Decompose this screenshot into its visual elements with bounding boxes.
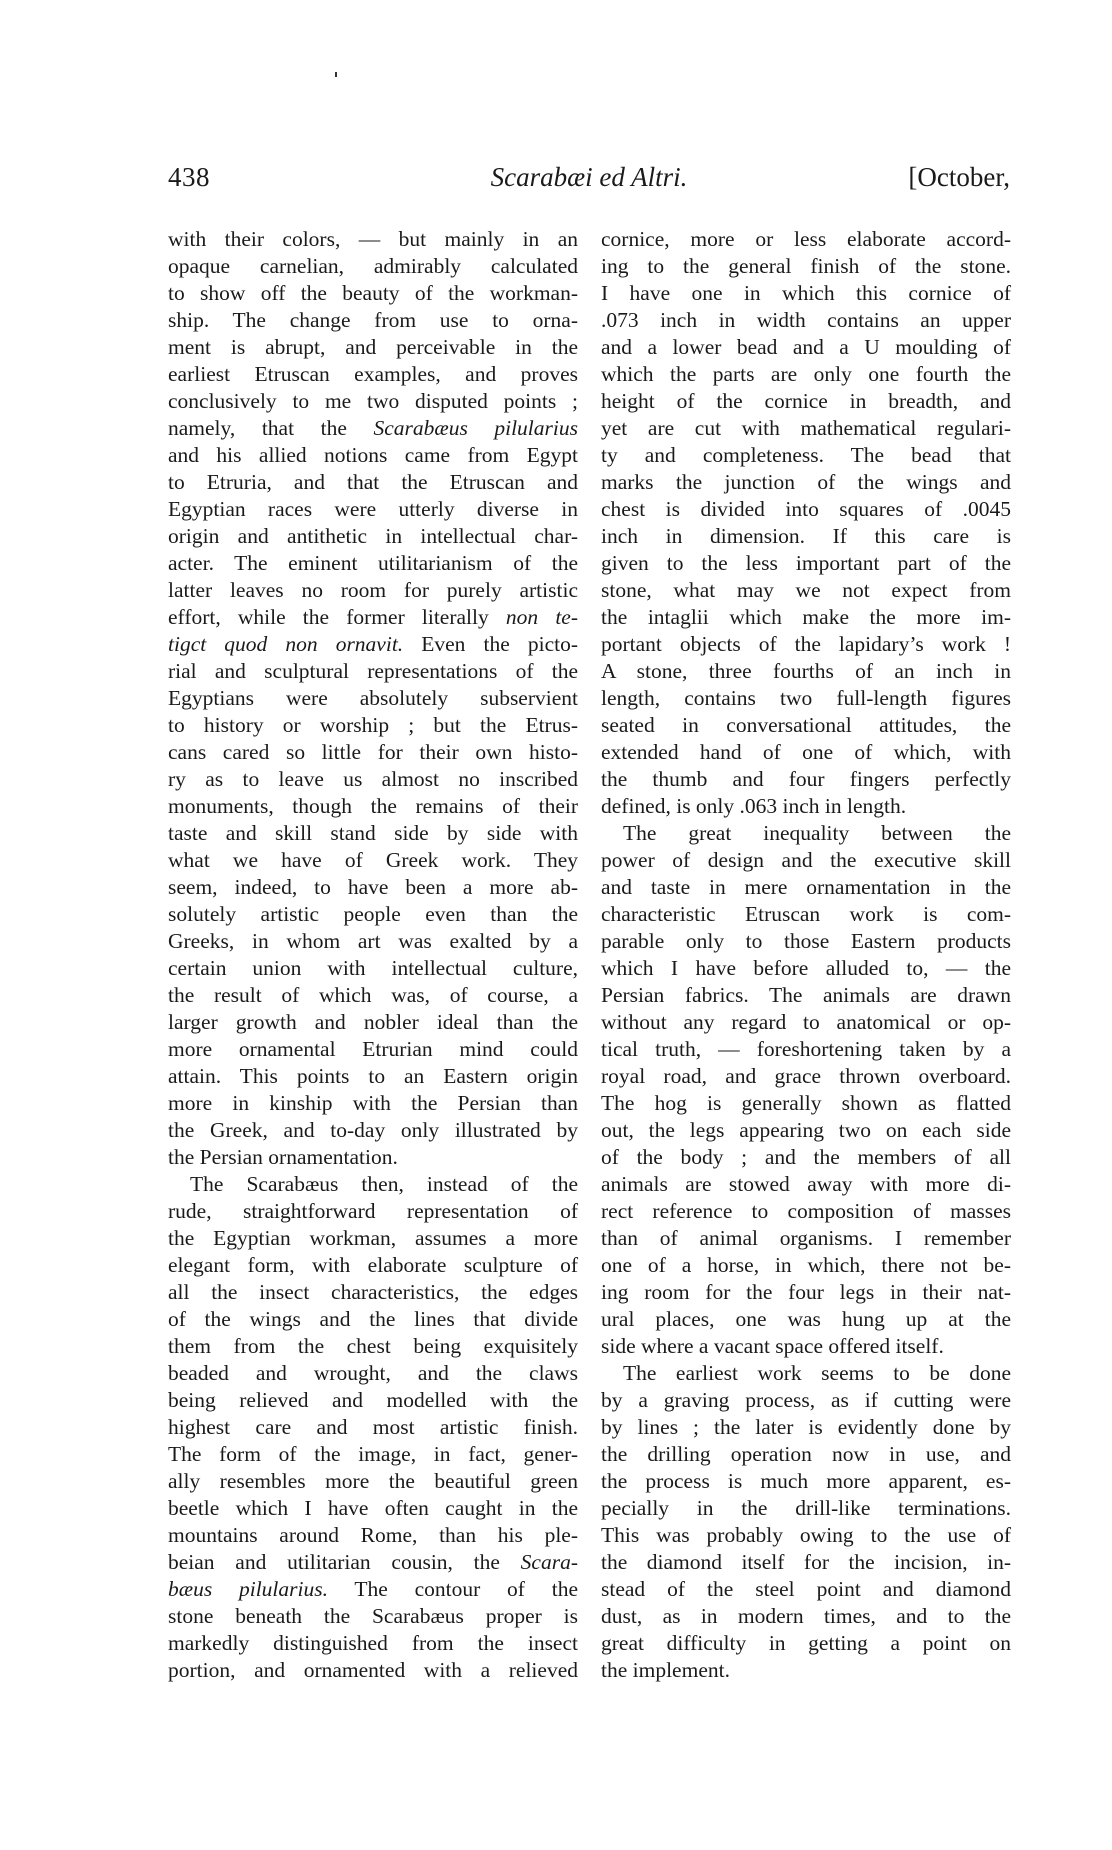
text-segment: Even the picto- — [403, 632, 578, 656]
text-line — [601, 1090, 1011, 1117]
text-segment: with their colors, — but mainly in an — [168, 227, 578, 251]
text-segment: characteristic Etruscan work is com- — [601, 902, 1011, 926]
text-line — [601, 1198, 1011, 1225]
text-line — [601, 1657, 1011, 1684]
text-segment: The form of the image, in fact, gener- — [168, 1442, 578, 1466]
text-segment: Greeks, in whom art was exalted by a — [168, 929, 578, 953]
text-segment: The hog is generally shown as flatted — [601, 1091, 1011, 1115]
text-segment: one of a horse, in which, there not be- — [601, 1253, 1011, 1277]
text-line — [601, 550, 1011, 577]
text-line — [168, 1441, 578, 1468]
text-segment: elegant form, with elaborate sculpture of — [168, 1253, 578, 1277]
text-segment: stead of the steel point and diamond — [601, 1577, 1011, 1601]
text-segment: .073 inch in width contains an upper — [601, 308, 1011, 332]
text-line — [601, 874, 1011, 901]
text-segment: ally resembles more the beautiful green — [168, 1469, 578, 1493]
text-segment: extended hand of one of which, with — [601, 740, 1011, 764]
page-number: 438 — [168, 162, 210, 192]
text-line — [601, 604, 1011, 631]
text-segment: inch in dimension. If this care is — [601, 524, 1011, 548]
text-line — [168, 1414, 578, 1441]
text-segment: ing to the general finish of the stone. — [601, 254, 1011, 278]
text-segment: of the body ; and the members of all — [601, 1145, 1011, 1169]
text-segment: the result of which was, of course, a — [168, 983, 578, 1007]
text-segment: length, contains two full-length figures — [601, 686, 1011, 710]
text-segment: cornice, more or less elaborate accord- — [601, 227, 1011, 251]
text-line — [601, 793, 1011, 820]
text-segment: taste and skill stand side by side with — [168, 821, 578, 845]
text-line — [601, 361, 1011, 388]
text-segment: mountains around Rome, than his ple- — [168, 1523, 578, 1547]
text-segment: the intaglii which make the more im- — [601, 605, 1011, 629]
text-line — [168, 1333, 578, 1360]
text-line — [168, 1549, 578, 1576]
text-segment: Persian fabrics. The animals are drawn — [601, 983, 1011, 1007]
text-line — [601, 766, 1011, 793]
text-segment: which I have before alluded to, — the — [601, 956, 1011, 980]
text-segment: animals are stowed away with more di- — [601, 1172, 1011, 1196]
text-line — [168, 604, 578, 631]
text-segment: opaque carnelian, admirably calculated — [168, 254, 578, 278]
text-line — [168, 280, 578, 307]
text-segment: the process is much more apparent, es- — [601, 1469, 1011, 1493]
text-line — [168, 334, 578, 361]
text-line — [601, 280, 1011, 307]
text-line — [168, 1522, 578, 1549]
text-segment: out, the legs appearing two on each side — [601, 1118, 1011, 1142]
text-line — [601, 1630, 1011, 1657]
text-line — [601, 982, 1011, 1009]
text-line — [601, 226, 1011, 253]
text-segment: rect reference to composition of masses — [601, 1199, 1011, 1223]
text-segment: seem, indeed, to have been a more ab- — [168, 875, 578, 899]
text-segment: tical truth, — foreshortening taken by a — [601, 1037, 1011, 1061]
text-line — [168, 361, 578, 388]
text-segment: side where a vacant space offered itself. — [601, 1334, 944, 1358]
text-line — [601, 1522, 1011, 1549]
running-title: Scarabæi ed Altri. — [490, 162, 688, 192]
italic-text: Scara- — [520, 1550, 578, 1574]
text-line — [168, 874, 578, 901]
text-line — [601, 1306, 1011, 1333]
text-segment: them from the chest being exquisitely — [168, 1334, 578, 1358]
text-segment: beaded and wrought, and the claws — [168, 1361, 578, 1385]
italic-text: bæus pilularius. — [168, 1577, 328, 1601]
text-line — [601, 415, 1011, 442]
text-line — [168, 928, 578, 955]
text-segment: yet are cut with mathematical regulari- — [601, 416, 1011, 440]
text-segment: being relieved and modelled with the — [168, 1388, 578, 1412]
text-segment: ship. The change from use to orna- — [168, 308, 578, 332]
italic-text: non te- — [505, 605, 578, 629]
text-line — [168, 307, 578, 334]
text-line — [601, 712, 1011, 739]
text-segment: portion, and ornamented with a relieved — [168, 1658, 578, 1682]
text-line — [601, 1603, 1011, 1630]
text-segment: the drilling operation now in use, and — [601, 1442, 1011, 1466]
text-segment: and his allied notions came from Egypt — [168, 443, 578, 467]
text-line — [168, 793, 578, 820]
text-segment: marks the junction of the wings and — [601, 470, 1011, 494]
text-segment: The Scarabæus then, instead of the — [190, 1172, 578, 1196]
text-segment: portant objects of the lapidary’s work ! — [601, 632, 1011, 656]
text-line — [601, 658, 1011, 685]
text-line — [601, 334, 1011, 361]
text-line — [168, 901, 578, 928]
text-segment: This was probably owing to the use of — [601, 1523, 1011, 1547]
text-segment: great difficulty in getting a point on — [601, 1631, 1011, 1655]
text-line — [601, 1036, 1011, 1063]
text-segment: to history or worship ; but the Etrus- — [168, 713, 578, 737]
text-segment: height of the cornice in breadth, and — [601, 389, 1011, 413]
text-line — [168, 253, 578, 280]
text-segment: by lines ; the later is evidently done by — [601, 1415, 1011, 1439]
text-line — [168, 766, 578, 793]
text-segment: given to the less important part of the — [601, 551, 1011, 575]
text-line — [168, 712, 578, 739]
text-line — [601, 388, 1011, 415]
text-segment: defined, is only .063 inch in length. — [601, 794, 907, 818]
text-segment: and taste in mere ornamentation in the — [601, 875, 1011, 899]
text-line — [168, 1171, 578, 1198]
text-segment: the Greek, and to-day only illustrated by — [168, 1118, 578, 1142]
text-segment: cans cared so little for their own histo- — [168, 740, 578, 764]
text-line — [601, 253, 1011, 280]
text-line — [168, 1603, 578, 1630]
text-segment: power of design and the executive skill — [601, 848, 1011, 872]
text-segment: the thumb and four fingers perfectly — [601, 767, 1011, 791]
text-line — [601, 1117, 1011, 1144]
text-segment: solutely artistic people even than the — [168, 902, 578, 926]
text-segment: earliest Etruscan examples, and proves — [168, 362, 578, 386]
text-line — [168, 1387, 578, 1414]
text-segment: ment is abrupt, and perceivable in the — [168, 335, 578, 359]
text-segment: which the parts are only one fourth the — [601, 362, 1011, 386]
text-segment: larger growth and nobler ideal than the — [168, 1010, 578, 1034]
text-line — [601, 1279, 1011, 1306]
text-line — [168, 1657, 578, 1684]
text-line — [601, 442, 1011, 469]
text-line — [168, 658, 578, 685]
text-line — [168, 685, 578, 712]
text-line — [601, 307, 1011, 334]
text-line — [168, 1090, 578, 1117]
text-line — [601, 901, 1011, 928]
text-segment: the Persian ornamentation. — [168, 1145, 398, 1169]
text-line — [168, 1063, 578, 1090]
text-line — [168, 1009, 578, 1036]
text-line — [168, 1036, 578, 1063]
text-segment: stone beneath the Scarabæus proper is — [168, 1604, 578, 1628]
text-line — [168, 1306, 578, 1333]
text-segment: latter leaves no room for purely artistic — [168, 578, 578, 602]
text-line — [601, 1549, 1011, 1576]
text-line — [601, 1333, 1011, 1360]
text-segment: Egyptians were absolutely subservient — [168, 686, 578, 710]
text-segment: the diamond itself for the incision, in- — [601, 1550, 1011, 1574]
text-line — [601, 739, 1011, 766]
text-line — [168, 631, 578, 658]
right-column — [601, 226, 1011, 1684]
text-segment: rial and sculptural representations of the — [168, 659, 578, 683]
text-segment: monuments, though the remains of their — [168, 794, 578, 818]
text-line — [601, 1252, 1011, 1279]
text-line — [168, 1576, 578, 1603]
text-segment: ty and completeness. The bead that — [601, 443, 1011, 467]
text-segment: effort, while the former literally — [168, 605, 506, 629]
text-line — [168, 955, 578, 982]
text-segment: A stone, three fourths of an inch in — [601, 659, 1011, 683]
text-line — [168, 550, 578, 577]
text-line — [168, 820, 578, 847]
text-segment: of the wings and the lines that divide — [168, 1307, 578, 1331]
text-line — [601, 1225, 1011, 1252]
text-line — [601, 1414, 1011, 1441]
text-segment: certain union with intellectual culture, — [168, 956, 578, 980]
text-line — [601, 1387, 1011, 1414]
text-segment: to show off the beauty of the workman- — [168, 281, 578, 305]
italic-text: Scarabæus pilularius — [373, 416, 578, 440]
left-column — [168, 226, 578, 1684]
text-line — [601, 577, 1011, 604]
text-segment: the implement. — [601, 1658, 730, 1682]
text-segment: ing room for the four legs in their nat- — [601, 1280, 1011, 1304]
text-segment: origin and antithetic in intellectual char- — [168, 524, 578, 548]
text-line — [168, 1630, 578, 1657]
text-segment: by a graving process, as if cutting were — [601, 1388, 1011, 1412]
text-segment: chest is divided into squares of .0045 — [601, 497, 1011, 521]
text-line — [601, 1171, 1011, 1198]
text-segment: seated in conversational attitudes, the — [601, 713, 1011, 737]
text-segment: parable only to those Eastern products — [601, 929, 1011, 953]
text-line — [601, 847, 1011, 874]
text-segment: without any regard to anatomical or op- — [601, 1010, 1011, 1034]
text-line — [601, 928, 1011, 955]
text-line — [601, 1576, 1011, 1603]
text-line — [168, 415, 578, 442]
text-line — [168, 982, 578, 1009]
text-line — [168, 226, 578, 253]
text-line — [601, 820, 1011, 847]
text-line — [168, 1198, 578, 1225]
text-segment: beetle which I have often caught in the — [168, 1496, 578, 1520]
text-line — [601, 523, 1011, 550]
text-segment: dust, as in modern times, and to the — [601, 1604, 1011, 1628]
text-segment: acter. The eminent utilitarianism of the — [168, 551, 578, 575]
italic-text: tigct quod non ornavit. — [168, 632, 404, 656]
text-line — [168, 1144, 578, 1171]
text-line — [601, 1144, 1011, 1171]
text-segment: namely, that the — [168, 416, 374, 440]
text-line — [168, 577, 578, 604]
text-segment: The contour of the — [328, 1577, 579, 1601]
text-segment: The earliest work seems to be done — [623, 1361, 1011, 1385]
text-line — [601, 1360, 1011, 1387]
text-segment: ural places, one was hung up at the — [601, 1307, 1011, 1331]
text-line — [168, 739, 578, 766]
text-line — [168, 469, 578, 496]
text-line — [168, 1495, 578, 1522]
text-segment: to Etruria, and that the Etruscan and — [168, 470, 578, 494]
text-line — [601, 1468, 1011, 1495]
text-line — [601, 1441, 1011, 1468]
text-segment: beian and utilitarian cousin, the — [168, 1550, 521, 1574]
text-line — [601, 685, 1011, 712]
text-line — [168, 496, 578, 523]
text-segment: conclusively to me two disputed points ; — [168, 389, 578, 413]
text-line — [601, 631, 1011, 658]
text-line — [168, 1225, 578, 1252]
text-line — [601, 955, 1011, 982]
stray-ink-mark — [335, 72, 337, 77]
text-segment: markedly distinguished from the insect — [168, 1631, 578, 1655]
running-head — [168, 162, 1010, 202]
text-segment: highest care and most artistic finish. — [168, 1415, 578, 1439]
text-segment: more in kinship with the Persian than — [168, 1091, 578, 1115]
text-line — [601, 1009, 1011, 1036]
text-segment: than of animal organisms. I remember — [601, 1226, 1011, 1250]
text-line — [168, 523, 578, 550]
text-segment: more ornamental Etrurian mind could — [168, 1037, 578, 1061]
text-segment: attain. This points to an Eastern origin — [168, 1064, 578, 1088]
text-segment: stone, what may we not expect from — [601, 578, 1011, 602]
text-segment: what we have of Greek work. They — [168, 848, 578, 872]
text-line — [601, 496, 1011, 523]
text-line — [168, 1360, 578, 1387]
text-segment: The great inequality between the — [623, 821, 1011, 845]
text-segment: the Egyptian workman, assumes a more — [168, 1226, 578, 1250]
text-line — [168, 1468, 578, 1495]
text-line — [168, 442, 578, 469]
text-line — [168, 1279, 578, 1306]
text-line — [168, 1117, 578, 1144]
text-segment: pecially in the drill-like terminations. — [601, 1496, 1011, 1520]
text-segment: all the insect characteristics, the edges — [168, 1280, 578, 1304]
text-segment: and a lower bead and a U moulding of — [601, 335, 1011, 359]
text-segment: Egyptian races were utterly diverse in — [168, 497, 578, 521]
text-line — [168, 388, 578, 415]
text-line — [601, 1063, 1011, 1090]
text-segment: ry as to leave us almost no inscribed — [168, 767, 578, 791]
text-line — [168, 1252, 578, 1279]
text-line — [601, 469, 1011, 496]
text-line — [601, 1495, 1011, 1522]
text-segment: royal road, and grace thrown overboard. — [601, 1064, 1011, 1088]
text-segment: I have one in which this cornice of — [601, 281, 1011, 305]
text-segment: rude, straightforward representation of — [168, 1199, 578, 1223]
text-line — [168, 847, 578, 874]
running-date: [October, — [908, 162, 1010, 192]
